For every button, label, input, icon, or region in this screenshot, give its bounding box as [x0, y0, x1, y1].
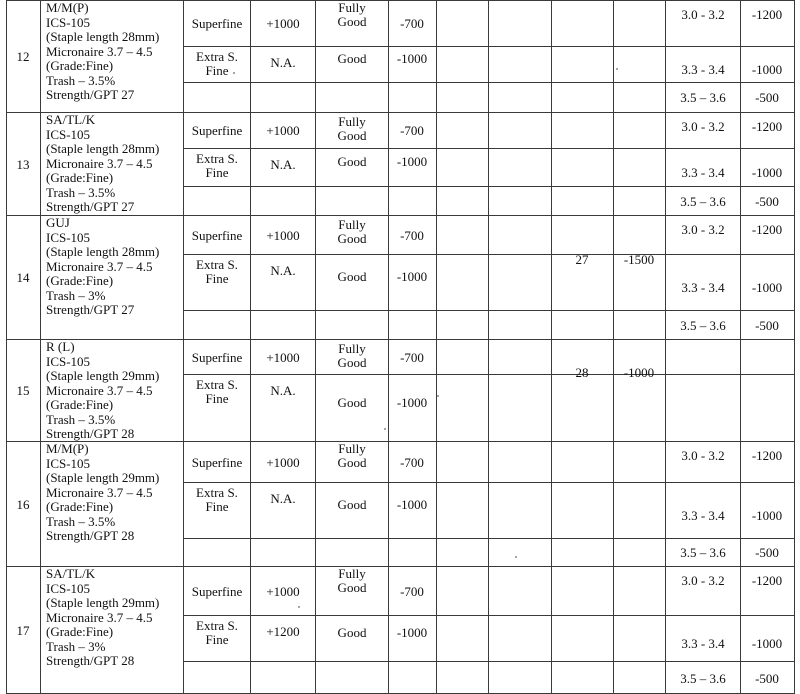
column-rule — [6, 0, 7, 694]
grade-label: Fine — [205, 632, 229, 647]
variety-desc-line: SA/TL/K — [46, 112, 96, 127]
quality-label: Fully — [338, 0, 366, 15]
quality-label: Good — [337, 497, 367, 512]
row-rule — [183, 186, 795, 187]
micronaire-deduction: -1000 — [751, 165, 783, 180]
grade-label: Extra S. — [196, 618, 238, 633]
grade-premium: N.A. — [270, 491, 296, 506]
variety-desc-line: Trash – 3.5% — [46, 184, 116, 200]
column-rule — [794, 0, 795, 694]
micronaire-range: 3.3 - 3.4 — [681, 508, 725, 523]
grade-premium: +1000 — [266, 228, 300, 243]
grade-label: Superfine — [191, 455, 243, 470]
quality-label: Fully — [338, 566, 366, 581]
row-rule — [183, 46, 795, 47]
row-rule — [6, 566, 795, 567]
variety-desc-line: SA/TL/K — [46, 566, 96, 581]
quality-label: Good — [337, 51, 367, 66]
variety-desc-line: (Staple length 29mm) — [46, 595, 160, 610]
length-deduction: -1500 — [623, 252, 655, 267]
micronaire-range: 3.0 - 3.2 — [681, 7, 725, 22]
grade-label: Extra S. — [196, 377, 238, 392]
grade-label: Fine — [205, 391, 229, 406]
variety-desc-line: Trash – 3.5% — [46, 411, 116, 427]
grade-label: Superfine — [191, 123, 243, 138]
variety-desc-line: (Grade:Fine) — [46, 499, 114, 514]
length-deduction: -1000 — [623, 365, 655, 380]
grade-label: Fine — [205, 165, 229, 180]
row-rule — [183, 374, 795, 375]
micronaire-deduction: -1200 — [751, 119, 783, 134]
grade-premium: +1200 — [266, 624, 300, 639]
micronaire-deduction: -1200 — [751, 448, 783, 463]
grade-premium: N.A. — [270, 263, 296, 278]
quality-label: Good — [337, 355, 367, 370]
quality-label: Good — [337, 154, 367, 169]
quality-deduction: -1000 — [396, 269, 428, 284]
quality-label: Fully — [338, 441, 366, 456]
grade-premium: +1000 — [266, 584, 300, 599]
quality-deduction: -700 — [400, 16, 424, 31]
micronaire-deduction: -500 — [755, 545, 779, 560]
row-number: 15 — [16, 383, 30, 398]
grade-label: Superfine — [191, 350, 243, 365]
variety-desc-line: (Grade:Fine) — [46, 58, 114, 73]
quality-deduction: -1000 — [396, 154, 428, 169]
variety-desc-line: R (L) — [46, 339, 75, 354]
variety-desc-line: Trash – 3.5% — [46, 513, 116, 529]
quality-deduction: -700 — [400, 123, 424, 138]
quality-deduction: -700 — [400, 228, 424, 243]
row-rule — [183, 538, 795, 539]
variety-desc-line: Trash – 3% — [46, 287, 106, 303]
variety-desc-line: ICS-105 — [46, 14, 91, 30]
row-number: 17 — [16, 623, 30, 638]
micronaire-deduction: -1000 — [751, 636, 783, 651]
quality-label: Good — [337, 14, 367, 29]
grade-premium: +1000 — [266, 455, 300, 470]
micronaire-deduction: -500 — [755, 671, 779, 686]
staple-length: 27 — [575, 252, 589, 267]
variety-desc-line: (Staple length 28mm) — [46, 141, 160, 156]
micronaire-range: 3.3 - 3.4 — [681, 636, 725, 651]
variety-desc-line: Trash – 3.5% — [46, 72, 116, 88]
quality-deduction: -1000 — [396, 51, 428, 66]
micronaire-range: 3.5 – 3.6 — [680, 318, 726, 333]
micronaire-range: 3.5 – 3.6 — [680, 90, 726, 105]
micronaire-range: 3.5 – 3.6 — [680, 194, 726, 209]
micronaire-deduction: -500 — [755, 318, 779, 333]
staple-length: 28 — [575, 365, 589, 380]
variety-desc-line: (Grade:Fine) — [46, 273, 114, 288]
variety-desc-line: Strength/GPT 28 — [46, 426, 135, 441]
row-rule — [6, 441, 795, 442]
variety-desc-line: Micronaire 3.7 – 4.5 — [46, 43, 153, 59]
grade-label: Fine — [205, 271, 229, 286]
grade-label: Fine — [205, 499, 229, 514]
variety-desc-line: M/M(P) — [46, 0, 89, 15]
variety-desc-line: Trash – 3% — [46, 638, 106, 654]
quality-deduction: -1000 — [396, 497, 428, 512]
quality-label: Fully — [338, 217, 366, 232]
row-rule — [6, 0, 795, 1]
variety-desc-line: (Staple length 29mm) — [46, 368, 160, 383]
column-rule — [740, 0, 741, 694]
quality-label: Good — [337, 625, 367, 640]
grade-label: Fine — [205, 63, 229, 78]
row-rule — [183, 82, 795, 83]
grade-label: Superfine — [191, 16, 243, 31]
grade-label: Superfine — [191, 228, 243, 243]
scan-speck — [437, 395, 439, 397]
micronaire-range: 3.3 - 3.4 — [681, 62, 725, 77]
grade-premium: +1000 — [266, 123, 300, 138]
quality-deduction: -1000 — [396, 395, 428, 410]
quality-deduction: -700 — [400, 455, 424, 470]
quality-label: Fully — [338, 341, 366, 356]
quality-label: Good — [337, 455, 367, 470]
variety-desc-line: ICS-105 — [46, 580, 91, 596]
variety-desc-line: Micronaire 3.7 – 4.5 — [46, 484, 153, 500]
row-number: 12 — [16, 49, 30, 64]
micronaire-range: 3.3 - 3.4 — [681, 165, 725, 180]
column-rule — [551, 0, 552, 694]
variety-desc-line: Micronaire 3.7 – 4.5 — [46, 155, 153, 171]
quality-label: Good — [337, 231, 367, 246]
quality-deduction: -700 — [400, 350, 424, 365]
micronaire-range: 3.5 – 3.6 — [680, 545, 726, 560]
row-rule — [183, 148, 795, 149]
variety-desc-line: Micronaire 3.7 – 4.5 — [46, 609, 153, 625]
variety-desc-line: GUJ — [46, 215, 70, 230]
grade-premium: +1000 — [266, 350, 300, 365]
row-rule — [6, 112, 795, 113]
column-rule — [665, 0, 666, 694]
grade-label: Extra S. — [196, 485, 238, 500]
scan-speck — [233, 72, 235, 74]
column-rule — [436, 0, 437, 694]
column-rule — [388, 0, 389, 694]
micronaire-deduction: -1200 — [751, 573, 783, 588]
micronaire-range: 3.0 - 3.2 — [681, 573, 725, 588]
row-number: 13 — [16, 157, 30, 172]
variety-desc-line: Micronaire 3.7 – 4.5 — [46, 382, 153, 398]
variety-desc-line: Strength/GPT 27 — [46, 302, 135, 317]
column-rule — [613, 0, 614, 694]
row-rule — [183, 310, 795, 311]
row-rule — [183, 254, 795, 255]
row-number: 14 — [16, 270, 30, 285]
column-rule — [488, 0, 489, 694]
quality-deduction: -1000 — [396, 625, 428, 640]
micronaire-deduction: -1200 — [751, 7, 783, 22]
micronaire-range: 3.0 - 3.2 — [681, 222, 725, 237]
grade-label: Extra S. — [196, 151, 238, 166]
variety-desc-line: ICS-105 — [46, 353, 91, 369]
grade-label: Superfine — [191, 584, 243, 599]
grade-label: Extra S. — [196, 49, 238, 64]
variety-desc-line: (Grade:Fine) — [46, 170, 114, 185]
row-number: 16 — [16, 497, 30, 512]
scan-speck — [384, 428, 386, 430]
micronaire-range: 3.3 - 3.4 — [681, 280, 725, 295]
micronaire-range: 3.0 - 3.2 — [681, 119, 725, 134]
grade-premium: N.A. — [270, 55, 296, 70]
micronaire-deduction: -1000 — [751, 280, 783, 295]
column-rule — [183, 0, 184, 694]
column-rule — [40, 0, 41, 694]
row-rule — [6, 339, 795, 340]
micronaire-deduction: -1000 — [751, 62, 783, 77]
variety-desc-line: Strength/GPT 28 — [46, 653, 135, 668]
variety-desc-line: ICS-105 — [46, 455, 91, 471]
variety-desc-line: M/M(P) — [46, 441, 89, 456]
row-rule — [6, 215, 795, 216]
quality-deduction: -700 — [400, 584, 424, 599]
variety-desc-line: Strength/GPT 28 — [46, 528, 135, 543]
row-rule — [183, 482, 795, 483]
variety-desc-line: Micronaire 3.7 – 4.5 — [46, 258, 153, 274]
quality-label: Fully — [338, 114, 366, 129]
scan-speck — [298, 606, 300, 608]
micronaire-deduction: -500 — [755, 194, 779, 209]
variety-desc-line: (Grade:Fine) — [46, 624, 114, 639]
variety-desc-line: (Staple length 28mm) — [46, 244, 160, 259]
column-rule — [250, 0, 251, 694]
quality-label: Good — [337, 580, 367, 595]
column-rule — [315, 0, 316, 694]
variety-desc-line: ICS-105 — [46, 126, 91, 142]
variety-desc-line: (Staple length 29mm) — [46, 470, 160, 485]
quality-label: Good — [337, 395, 367, 410]
quality-label: Good — [337, 269, 367, 284]
variety-desc-line: Strength/GPT 27 — [46, 199, 135, 214]
scan-speck — [515, 556, 517, 558]
grade-premium: +1000 — [266, 16, 300, 31]
micronaire-deduction: -500 — [755, 90, 779, 105]
variety-desc-line: (Grade:Fine) — [46, 397, 114, 412]
variety-desc-line: (Staple length 28mm) — [46, 29, 160, 44]
micronaire-deduction: -1200 — [751, 222, 783, 237]
variety-desc-line: Strength/GPT 27 — [46, 87, 135, 102]
variety-desc-line: ICS-105 — [46, 229, 91, 245]
scan-speck — [616, 68, 618, 70]
quality-label: Good — [337, 128, 367, 143]
micronaire-deduction: -1000 — [751, 508, 783, 523]
row-rule — [183, 615, 795, 616]
grade-premium: N.A. — [270, 157, 296, 172]
grade-label: Extra S. — [196, 257, 238, 272]
micronaire-range: 3.0 - 3.2 — [681, 448, 725, 463]
grade-premium: N.A. — [270, 383, 296, 398]
micronaire-range: 3.5 – 3.6 — [680, 671, 726, 686]
row-rule — [183, 661, 795, 662]
